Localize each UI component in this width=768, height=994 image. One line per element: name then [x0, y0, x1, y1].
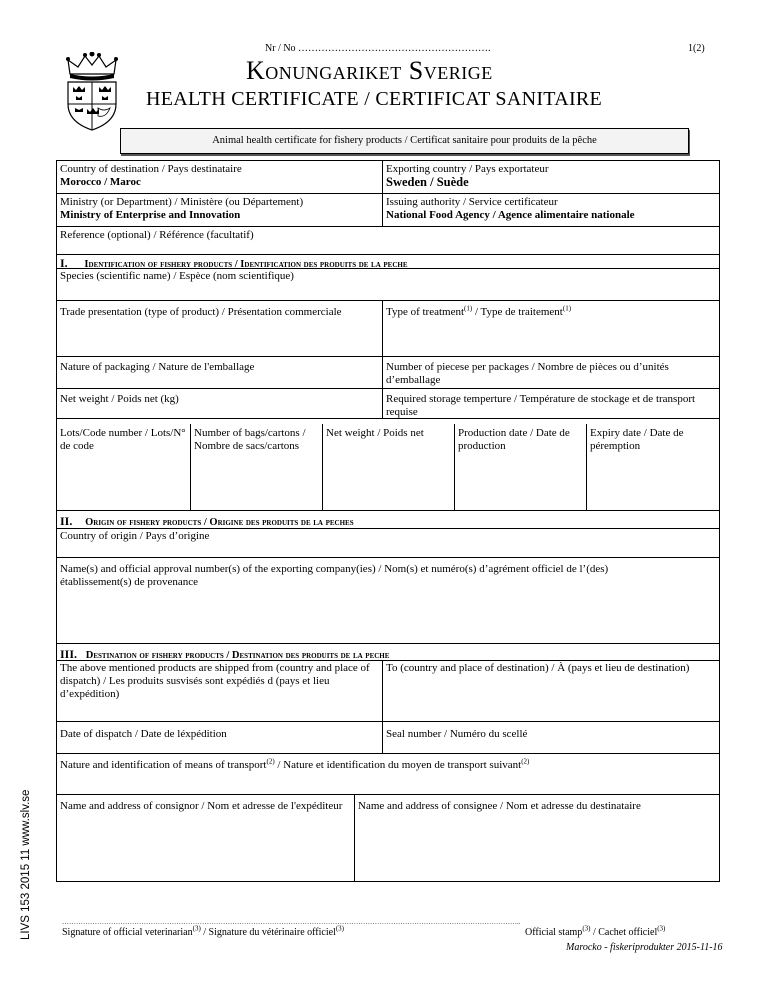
- page-indicator: 1(2): [688, 43, 705, 54]
- seal-number-label: Seal number / Numéro du scellé: [386, 728, 528, 740]
- transport-label-en: Nature and identification of means of transport: [60, 759, 267, 771]
- net-weight-kg-field[interactable]: [56, 390, 382, 418]
- signature-label-fr: / Signature du vétérinaire officiel: [200, 927, 336, 938]
- net-weight-column[interactable]: [322, 424, 454, 510]
- section-2-number: II.: [60, 514, 73, 528]
- consignee-label: Name and address of consignee / Nom et adresse du destinataire: [358, 800, 641, 812]
- document-reference: Marocko - fiskeriprodukter 2015-11-16: [566, 942, 723, 953]
- section-2-title: Origin of fishery products / Origine des produits de la peches: [85, 517, 354, 528]
- country-of-origin-label: Country of origin / Pays d’origine: [60, 530, 210, 542]
- ministry-label: Ministry (or Department) / Ministère (ou Département): [60, 196, 304, 208]
- stamp-footnote-2: (3): [657, 924, 666, 933]
- pieces-label: Number of piecese per packages / Nombre de pièces ou d’unités d’emballage: [386, 361, 669, 386]
- ministry-field[interactable]: [56, 193, 382, 226]
- swedish-coat-of-arms-icon: [58, 52, 126, 132]
- kingdom-title: Konungariket Sverige: [246, 56, 493, 85]
- trade-presentation-field[interactable]: [56, 303, 382, 356]
- transport-label-fr: / Nature et identification du moyen de transport suivant: [274, 759, 522, 771]
- destination-country-field[interactable]: [56, 160, 382, 193]
- certificate-banner: [120, 128, 689, 154]
- section-3-title: Destination of fishery products / Destination des produits de la peche: [85, 650, 390, 661]
- production-date-header: Production date / Date de production: [458, 427, 570, 452]
- seal-number-field[interactable]: [382, 725, 720, 753]
- treatment-footnote: (1): [464, 304, 473, 313]
- treatment-label-fr: / Type de traitement: [472, 306, 563, 318]
- certificate-title: HEALTH CERTIFICATE / CERTIFICAT SANITAIRE: [146, 88, 603, 110]
- signature-footnote: (3): [192, 924, 201, 933]
- exporting-company-label: Name(s) and official approval number(s) of the exporting company(ies) / Nom(s) et numéro(s) d’agrément officiel de l’(des) établissement(s) de provenance: [60, 563, 609, 588]
- stamp-label-fr: / Cachet officiel: [590, 927, 658, 938]
- net-weight-label: Net weight / Poids net (kg): [60, 393, 179, 405]
- storage-label: Required storage temperture / Température de stockage et de transport requise: [386, 393, 696, 418]
- consignor-field[interactable]: [56, 797, 354, 882]
- section-3-number: III.: [60, 647, 78, 661]
- treatment-label-en: Type of treatment: [386, 306, 465, 318]
- trade-label: Trade presentation (type of product) / Présentation commerciale: [60, 306, 342, 318]
- section-1-title: Identification of fishery products / Identification des produits de la peche: [84, 259, 408, 270]
- destination-label: Country of destination / Pays destinataire: [60, 163, 242, 175]
- shipped-from-field[interactable]: [56, 659, 382, 721]
- consignor-label: Name and address of consignor / Nom et adresse de l'expéditeur: [60, 800, 343, 812]
- production-date-column[interactable]: [454, 424, 586, 510]
- transport-footnote: (2): [266, 757, 275, 766]
- species-field[interactable]: [56, 267, 720, 300]
- exporting-country-field[interactable]: [382, 160, 720, 193]
- lots-code-header: Lots/Code number / Lots/N° de code: [60, 427, 186, 452]
- treatment-type-field[interactable]: [382, 303, 720, 356]
- bags-cartons-column[interactable]: [190, 424, 322, 510]
- treatment-footnote-2: (1): [562, 304, 572, 313]
- reference-label: Reference (optional) / Référence (facultatif): [60, 229, 254, 241]
- signature-dotted-line: ……………………………………………………………………………………………………………………………………………………………………………..: [62, 918, 521, 926]
- bags-cartons-header: Number of bags/cartons / Nombre de sacs/cartons: [194, 427, 306, 452]
- destination-place-field[interactable]: [382, 659, 720, 721]
- transport-means-field[interactable]: [56, 756, 720, 794]
- issuing-label: Issuing authority / Service certificateur: [386, 196, 558, 208]
- country-of-origin-field[interactable]: [56, 527, 720, 557]
- destination-place-label: To (country and place of destination) / À (pays et lieu de destination): [386, 662, 690, 674]
- exporting-label: Exporting country / Pays exportateur: [386, 163, 549, 175]
- packaging-label: Nature of packaging / Nature de l'emballage: [60, 361, 255, 373]
- species-label: Species (scientific name) / Espèce (nom scientifique): [60, 270, 294, 282]
- ministry-value: Ministry of Enterprise and Innovation: [60, 209, 241, 221]
- stamp-footnote: (3): [582, 924, 591, 933]
- section-1-number: I.: [60, 256, 68, 270]
- storage-temperature-field[interactable]: [382, 390, 720, 418]
- lots-code-column[interactable]: [56, 424, 190, 510]
- dispatch-date-field[interactable]: [56, 725, 382, 753]
- transport-footnote-2: (2): [521, 757, 530, 766]
- shipped-from-label: The above mentioned products are shipped from (country and place of dispatch) / Les produits susvisés sont expédiés d (pays et lieu d’expédition): [60, 662, 370, 700]
- side-form-code: LIVS 153 2015 11 www.slv.se: [20, 789, 32, 940]
- signature-label-en: Signature of official veterinarian: [62, 927, 193, 938]
- reference-field[interactable]: [56, 226, 720, 254]
- banner-text: Animal health certificate for fishery products / Certificat sanitaire pour produits de la pêche: [212, 135, 597, 146]
- net-weight-header: Net weight / Poids net: [326, 427, 424, 439]
- exporting-value: Sweden / Suède: [386, 175, 469, 189]
- issuing-value: National Food Agency / Agence alimentaire nationale: [386, 209, 635, 221]
- destination-value: Morocco / Maroc: [60, 176, 141, 188]
- transport-label: [60, 759, 716, 772]
- exporting-company-field[interactable]: [56, 560, 720, 640]
- pieces-per-package-field[interactable]: [382, 358, 720, 388]
- signature-label: [62, 924, 344, 938]
- treatment-label: [386, 306, 716, 319]
- packaging-field[interactable]: [56, 358, 382, 388]
- consignee-field[interactable]: [354, 797, 720, 882]
- dispatch-date-label: Date of dispatch / Date de léxpédition: [60, 728, 227, 740]
- stamp-label-en: Official stamp: [525, 927, 583, 938]
- certificate-number-label: Nr / No ………………………………………………….: [265, 43, 491, 54]
- issuing-authority-field[interactable]: [382, 193, 720, 226]
- signature-footnote-2: (3): [335, 924, 344, 933]
- expiry-date-header: Expiry date / Date de péremption: [590, 427, 684, 452]
- expiry-date-column[interactable]: [586, 424, 720, 510]
- stamp-label: [525, 924, 666, 938]
